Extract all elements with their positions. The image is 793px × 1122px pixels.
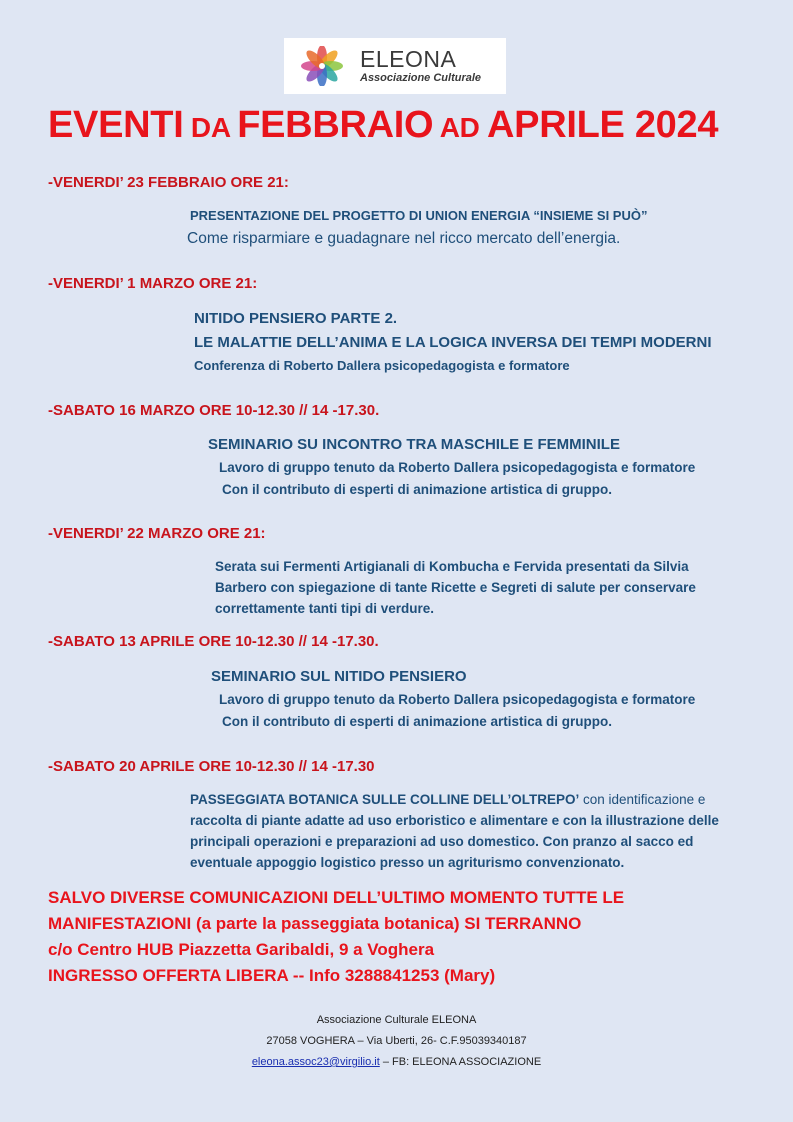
event-heading: -VENERDI’ 22 MARZO ORE 21: [48,525,266,542]
event-line: Barbero con spiegazione di tante Ricette e Segreti di salute per conservare [215,580,696,595]
title-part: EVENTI [48,104,184,146]
event-line: Con il contributo di esperti di animazione artistica di gruppo. [222,482,613,497]
event-line: LE MALATTIE DELL’ANIMA E LA LOGICA INVERSA DEI TEMPI MODERNI [194,334,712,351]
event-line: eventuale appoggio logistico presso un agriturismo convenzionato. [190,855,625,870]
title-part: FEBBRAIO [237,104,434,146]
event-heading: -SABATO 13 APRILE ORE 10-12.30 // 14 -17.30. [48,633,379,650]
email-link[interactable]: eleona.assoc23@virgilio.it [251,1056,380,1068]
title-part: AD [433,112,488,143]
notice-line: MANIFESTAZIONI (a parte la passeggiata botanica) SI TERRANNO [48,914,582,933]
footer-association: Associazione Culturale ELEONA [316,1014,477,1026]
event-heading: -SABATO 20 APRILE ORE 10-12.30 // 14 -17.30 [48,758,375,775]
notice-block [48,885,624,989]
event-line: Come risparmiare e guadagnare nel ricco mercato dell’energia. [187,230,621,247]
event-heading: -VENERDI’ 23 FEBBRAIO ORE 21: [48,174,289,191]
event-line-title: PASSEGGIATA BOTANICA SULLE COLLINE DELL’OLTREPO’ [190,792,580,807]
event-line: Lavoro di gruppo tenuto da Roberto Dallera psicopedagogista e formatore [219,460,696,475]
page-title [48,104,718,147]
flower-logo-icon [290,46,354,86]
notice-line: SALVO DIVERSE COMUNICAZIONI DELL’ULTIMO MOMENTO TUTTE LE [48,888,625,907]
event-line: Con il contributo di esperti di animazione artistica di gruppo. [222,714,613,729]
logo-name: ELEONA [360,46,457,72]
event-line: principali operazioni e preparazioni ad uso domestico. Con pranzo al sacco ed [190,834,694,849]
event-line-rest: con identificazione e [579,792,706,807]
event-line: correttamente tanti tipi di verdure. [215,601,435,616]
event-heading: -SABATO 16 MARZO ORE 10-12.30 // 14 -17.30. [48,402,380,419]
footer-contacts [0,1052,793,1073]
title-part: APRILE 2024 [487,104,719,146]
logo [284,38,506,94]
footer-fb: – FB: ELEONA ASSOCIAZIONE [379,1056,542,1068]
event-line: Serata sui Fermenti Artigianali di Kombucha e Fervida presentati da Silvia [215,559,689,574]
event-line: SEMINARIO SU INCONTRO TRA MASCHILE E FEMMINILE [208,436,620,453]
event-line: Conferenza di Roberto Dallera psicopedagogista e formatore [194,358,570,373]
footer [0,1010,793,1073]
notice-line: c/o Centro HUB Piazzetta Garibaldi, 9 a Voghera [48,940,435,959]
event-line: Lavoro di gruppo tenuto da Roberto Dallera psicopedagogista e formatore [219,692,696,707]
event-line: PRESENTAZIONE DEL PROGETTO DI UNION ENERGIA “INSIEME SI PUÒ” [190,208,648,223]
footer-address: 27058 VOGHERA – Via Uberti, 26- C.F.95039340187 [266,1035,527,1047]
event-line: SEMINARIO SUL NITIDO PENSIERO [211,668,467,685]
logo-subtitle: Associazione Culturale [360,72,482,84]
title-part: DA [183,112,238,143]
event-heading: -VENERDI’ 1 MARZO ORE 21: [48,275,258,292]
event-line: raccolta di piante adatte ad uso erboristico e alimentare e con la illustrazione delle [190,813,719,828]
event-line: NITIDO PENSIERO PARTE 2. [194,310,398,327]
event-line [190,792,705,807]
logo-text [360,48,481,84]
notice-line: INGRESSO OFFERTA LIBERA -- Info 3288841253 (Mary) [48,966,496,985]
